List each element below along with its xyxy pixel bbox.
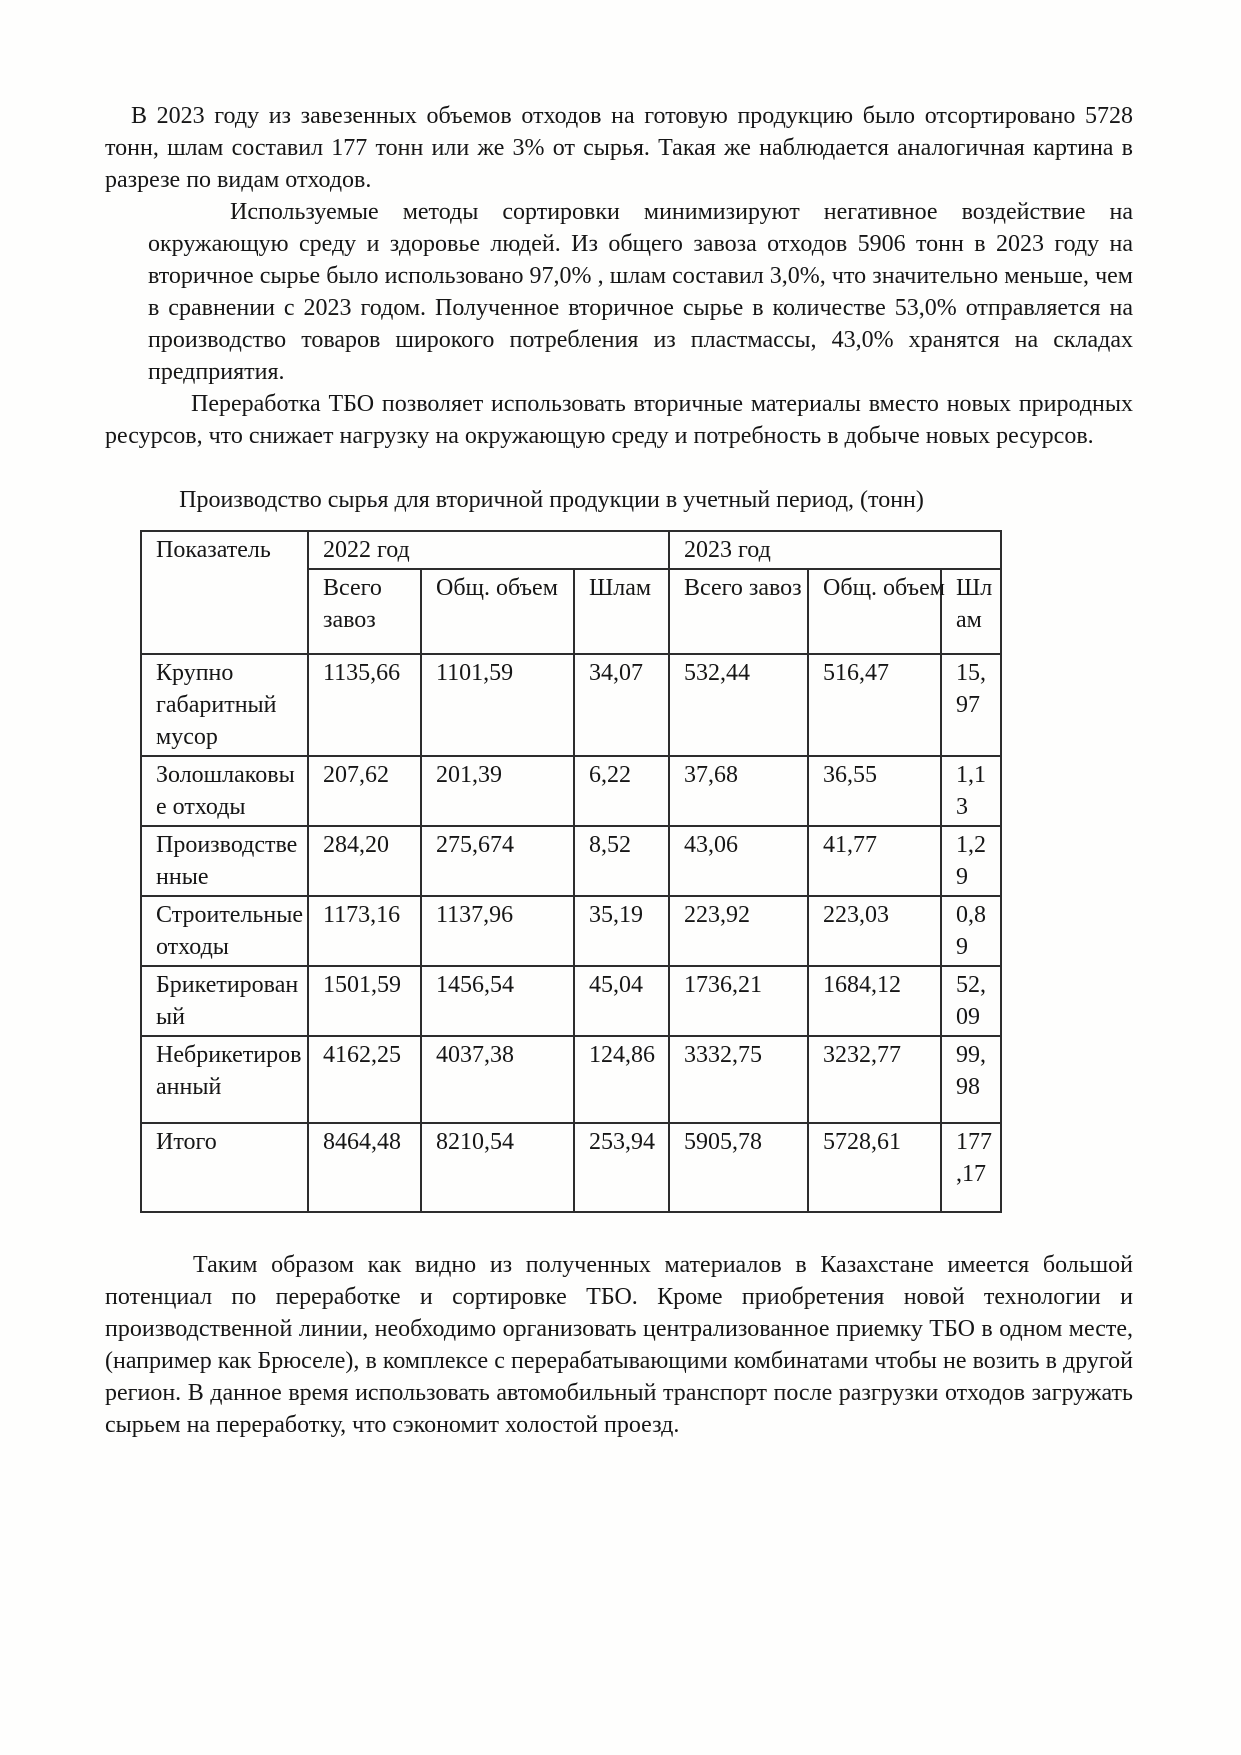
table-row-construction-waste: [141, 896, 1001, 966]
column-group-2023: 2023 год: [669, 531, 1001, 569]
table-cell: 1137,96: [421, 896, 574, 966]
table-cell: 516,47: [808, 654, 941, 756]
column-header-indicator: Показатель: [141, 531, 308, 654]
table-cell: 0,89: [941, 896, 1001, 966]
table-row-briquetted: [141, 966, 1001, 1036]
table-cell: 1,29: [941, 826, 1001, 896]
table-cell: 15,97: [941, 654, 1001, 756]
table-row-bulky-waste: [141, 654, 1001, 756]
paragraph-recycling-benefit: Переработка ТБО позволяет использовать вторичные материалы вместо новых природных ресурсов, что снижает нагрузку на окружающую среду и потребность в добыче новых ресурсов.: [105, 391, 1133, 449]
table-title: Производство сырья для вторичной продукции в учетный период, (тонн): [179, 487, 924, 513]
table-cell: 36,55: [808, 756, 941, 826]
table-cell: 3232,77: [808, 1036, 941, 1123]
table-cell: 1501,59: [308, 966, 421, 1036]
table-cell: 8,52: [574, 826, 669, 896]
table-cell: 35,19: [574, 896, 669, 966]
table-cell: 6,22: [574, 756, 669, 826]
table-cell: 1,13: [941, 756, 1001, 826]
table-cell: 1101,59: [421, 654, 574, 756]
table-cell: 5905,78: [669, 1123, 808, 1212]
table-row-ash-slag-waste: [141, 756, 1001, 826]
row-label: Крупно габаритный мусор: [141, 654, 308, 756]
row-label: Строительные отходы: [141, 896, 308, 966]
table-cell: 52,09: [941, 966, 1001, 1036]
table-cell: 207,62: [308, 756, 421, 826]
table-cell: 4162,25: [308, 1036, 421, 1123]
table-cell: 8464,48: [308, 1123, 421, 1212]
table-cell: 1135,66: [308, 654, 421, 756]
table-cell: 8210,54: [421, 1123, 574, 1212]
table-cell: 177,17: [941, 1123, 1001, 1212]
table-cell: 223,03: [808, 896, 941, 966]
table-cell: 99,98: [941, 1036, 1001, 1123]
table-cell: 1684,12: [808, 966, 941, 1036]
table-cell: 43,06: [669, 826, 808, 896]
paragraph-conclusion: Таким образом как видно из полученных материалов в Казахстане имеется большой потенциал по переработке и сортировке ТБО. Кроме приобретения новой технологии и производственной линии, необходимо организовать централизованное приемку ТБО в одном месте, (например как Брюселе), в комплексе с перерабатывающими комбинатами чтобы не возить в другой регион. В данное время использовать автомобильный транспорт после разгрузки отходов загружать сырьем на переработку, что сэкономит холостой проезд.: [105, 1252, 1133, 1438]
row-label: Брикетированый: [141, 966, 308, 1036]
table-cell: 1173,16: [308, 896, 421, 966]
column-header-sludge-2022: Шлам: [574, 569, 669, 654]
row-label: Производственные: [141, 826, 308, 896]
production-table: [140, 530, 1002, 1213]
table-cell: 275,674: [421, 826, 574, 896]
row-label: Небрикетированный: [141, 1036, 308, 1123]
table-cell: 5728,61: [808, 1123, 941, 1212]
table-cell: 253,94: [574, 1123, 669, 1212]
table-row-total: [141, 1123, 1001, 1212]
column-group-2022: 2022 год: [308, 531, 669, 569]
table-cell: 34,07: [574, 654, 669, 756]
column-header-total-import-2023: Всего завоз: [669, 569, 808, 654]
table-cell: 124,86: [574, 1036, 669, 1123]
column-header-total-volume-2022: Общ. объем: [421, 569, 574, 654]
paragraph-sorting-results: В 2023 году из завезенных объемов отходов на готовую продукцию было отсортировано 5728 тонн, шлам составил 177 тонн или же 3% от сырья. Такая же наблюдается аналогичная картина в разрезе по видам отходов.: [105, 103, 1133, 193]
table-cell: 284,20: [308, 826, 421, 896]
table-header-row-years: [141, 531, 1001, 569]
table-cell: 223,92: [669, 896, 808, 966]
row-label: Золошлаковые отходы: [141, 756, 308, 826]
table-cell: 532,44: [669, 654, 808, 756]
table-cell: 3332,75: [669, 1036, 808, 1123]
table-row-industrial-waste: [141, 826, 1001, 896]
table-cell: 1736,21: [669, 966, 808, 1036]
table-cell: 41,77: [808, 826, 941, 896]
column-header-total-import-2022: Всего завоз: [308, 569, 421, 654]
table-cell: 45,04: [574, 966, 669, 1036]
column-header-total-volume-2023: Общ. объем: [808, 569, 941, 654]
table-cell: 1456,54: [421, 966, 574, 1036]
table-cell: 4037,38: [421, 1036, 574, 1123]
column-header-sludge-2023: Шлам: [941, 569, 1001, 654]
table-cell: 201,39: [421, 756, 574, 826]
row-label-total: Итого: [141, 1123, 308, 1212]
table-cell: 37,68: [669, 756, 808, 826]
paragraph-methods-impact: Используемые методы сортировки минимизируют негативное воздействие на окружающую среду и здоровье людей. Из общего завоза отходов 5906 тонн в 2023 году на вторичное сырье было использовано 97,0% , шлам составил 3,0%, что значительно меньше, чем в сравнении с 2023 годом. Полученное вторичное сырье в количестве 53,0% отправляется на производство товаров широкого потребления из пластмассы, 43,0% хранятся на складах предприятия.: [148, 199, 1133, 385]
table-row-non-briquetted: [141, 1036, 1001, 1123]
